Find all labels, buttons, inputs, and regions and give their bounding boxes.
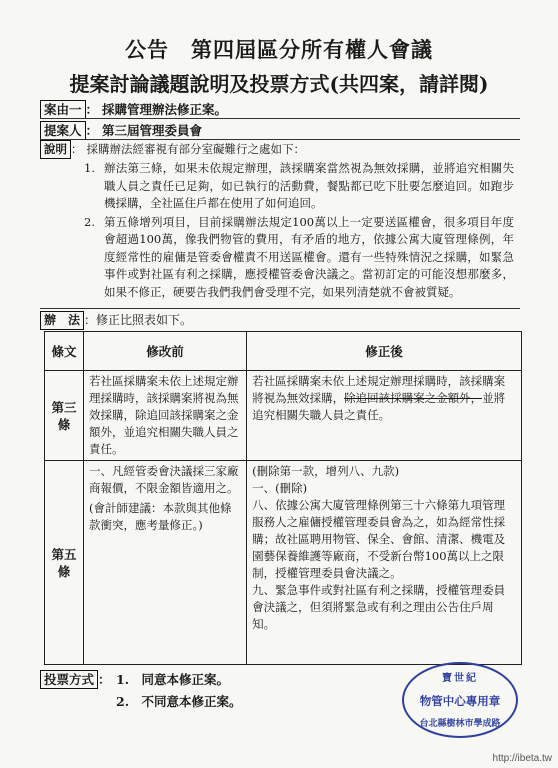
proposer-label: 提案人	[40, 121, 86, 140]
official-seal-stamp: 寶世紀 物管中心專用章 台北縣樹林市學成路	[402, 662, 518, 738]
case-label: 案由一	[40, 100, 86, 119]
explanation-list	[84, 160, 514, 302]
deleted-text: 除追回該採購案之金額外，	[344, 391, 483, 405]
case-text: 採購管理辦法修正案。	[102, 102, 228, 117]
after-cell: (刪除第一款，增列八、九款) 一、(刪除) 八、依據公寓大廈管理條例第三十六條第九項管理服務人之雇傭授權管理委員會為之，如為經常性採購；故社區聘用物管、保全、會館、清潔、機電及園藝保養維護等廠商，不受新台幣100萬以上之限制，授權管理委員會決議之。 九、緊急事件或對社區有利之採購，授權管理委員會決議之，但須將緊急或有利之理由公告住戶周知。	[247, 461, 522, 665]
method-label: 辦 法	[40, 311, 84, 330]
list-item: 1. 辦法第三條，如果未依規定辦理，該採購案當然視為無效採購，並將追究相關失職人員之責任已足夠，如已執行的活動費，餐點都已吃下肚要怎麼追回。如跑步機採購，全社區住戶都在使用了如何追回。	[84, 161, 514, 210]
explain-intro: 採購辦法經審視有部分室礙難行之處如下：	[86, 142, 305, 156]
proposer-text: 第三屆管理委員會	[102, 123, 203, 138]
explanation-section: 說明 ： 採購辦法經審視有部分室礙難行之處如下：	[40, 140, 530, 159]
method-row: 辦 法 ：修正比照表如下。	[40, 311, 192, 330]
comparison-table	[44, 331, 522, 665]
before-cell: 若社區採購案未依上述規定辦理採購時，該採購案將視為無效採購，除追回該採購案之金額外，並追究相關失職人員之責任。	[84, 371, 247, 461]
list-item-text: 第五條增列項目，目前採購辦法規定100萬以上一定要送區權會，很多項目年度會超過100萬，像我們物管的費用，有矛盾的地方，依據公寓大廈管理條例，年度經常性的雇傭是管委會權責不用送區權會。還有一些特殊情況之採購，如緊急事件或對社區有利之採購，應授權管委會決議之。當初訂定的可能沒想那麼多，如果不修正，硬要告我們我們會受理不完，如果列清楚就不會被質疑。	[104, 214, 514, 299]
vote-label: 投票方式	[40, 670, 98, 689]
before-cell: 一、凡經管委會決議採三家廠商報價，不限金額皆適用之。 (會計師建議：本款與其他條款衝突，應考量修正。)	[84, 461, 247, 665]
notice-title: 公告 第四屆區分所有權人會議	[125, 37, 433, 62]
notice-subtitle: 提案討論議題說明及投票方式(共四案，請詳閱)	[69, 72, 489, 96]
table-row	[45, 371, 522, 461]
case-row: 案由一 ： 採購管理辦法修正案。	[40, 100, 227, 119]
clause-cell: 第五條	[45, 461, 84, 665]
table-header: 修正後	[247, 332, 522, 371]
vote-option-agree: 1. 同意本修正案。	[116, 672, 230, 687]
watermark: http://ibeta.tw	[492, 753, 552, 764]
divider	[40, 308, 520, 309]
list-item: 2. 第五條增列項目，目前採購辦法規定100萬以上一定要送區權會，很多項目年度會超過100萬，像我們物管的費用，有矛盾的地方，依據公寓大廈管理條例，年度經常性的雇傭是管委會權責不用送區權會。還有一些特殊情況之採購，如緊急事件或對社區有利之採購，應授權管委會決議之。當初訂定的可能沒想那麼多，如果不修正，硬要告我們我們會受理不完，如果列清楚就不會被質疑。	[84, 214, 514, 299]
after-cell: 若社區採購案未依上述規定辦理採購時，該採購案將視為無效採購，除追回該採購案之金額外，並將追究相關失職人員之責任。	[247, 371, 522, 461]
explain-label: 說明	[40, 140, 71, 159]
table-header: 條文	[45, 332, 84, 371]
vote-option-disagree: 2. 不同意本修正案。	[116, 694, 242, 709]
method-text: 修正比照表如下。	[96, 313, 193, 327]
table-header: 修改前	[84, 332, 247, 371]
divider	[40, 118, 520, 119]
clause-cell: 第三條	[45, 371, 84, 461]
table-header-row	[45, 332, 522, 371]
table-row	[45, 461, 522, 665]
proposer-row: 提案人 ： 第三屆管理委員會	[40, 121, 202, 140]
voting-section: 投票方式 ： 1. 同意本修正案。 2. 不同意本修正案。	[40, 670, 111, 689]
list-item-text: 辦法第三條，如果未依規定辦理，該採購案當然視為無效採購，並將追究相關失職人員之責任已足夠，如已執行的活動費，餐點都已吃下肚要怎麼追回。如跑步機採購，全社區住戶都在使用了如何追回。	[104, 161, 514, 210]
